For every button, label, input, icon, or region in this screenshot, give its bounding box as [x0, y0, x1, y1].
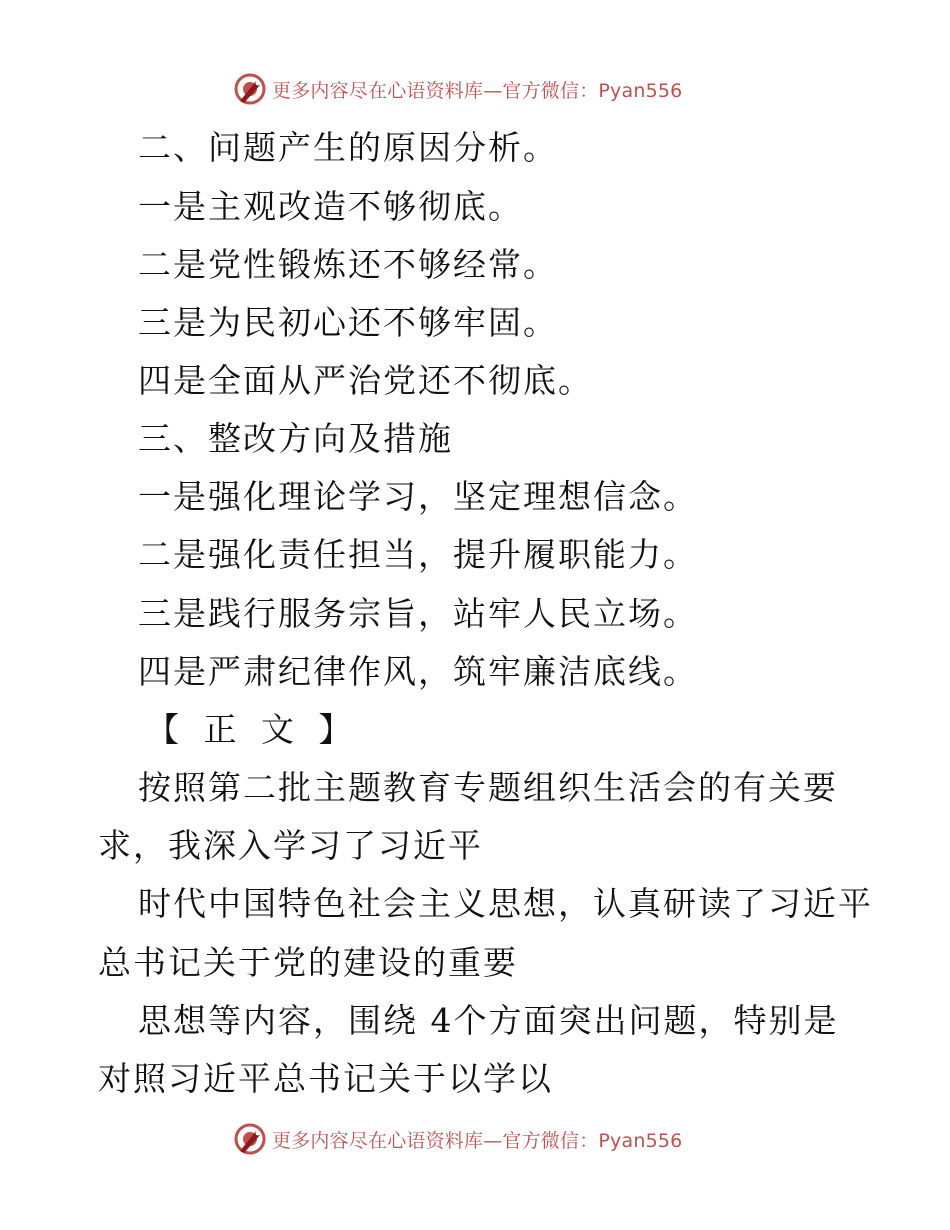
body-line-5: 思想等内容，围绕 4个方面突出问题，特别是 [138, 1001, 839, 1040]
cause-item-2: 二是党性锻炼还不够经常。 [138, 245, 558, 284]
body-line-1: 按照第二批主题教育专题组织生活会的有关要 [138, 768, 838, 807]
header-watermark-banner [234, 72, 682, 106]
cause-item-4: 四是全面从严治党还不彻底。 [138, 361, 593, 400]
body-line-6: 对照习近平总书记关于以学以 [98, 1059, 553, 1098]
section-two-heading: 二、问题产生的原因分析。 [138, 128, 558, 167]
footer-watermark-banner [234, 1122, 682, 1156]
measure-item-2: 二是强化责任担当，提升履职能力。 [138, 535, 698, 574]
cause-item-3: 三是为民初心还不够牢固。 [138, 303, 558, 342]
body-line-3: 时代中国特色社会主义思想，认真研读了习近平 [138, 884, 873, 923]
body-heading: 【 正 文 】 [146, 710, 352, 749]
pen-logo-icon [234, 73, 266, 105]
cause-item-1: 一是主观改造不够彻底。 [138, 187, 523, 226]
measure-item-4: 四是严肃纪律作风，筑牢廉洁底线。 [138, 652, 698, 691]
pen-logo-icon [234, 1123, 266, 1155]
header-watermark-text: 更多内容尽在心语资料库—官方微信：Pyan556 [272, 79, 683, 102]
measure-item-3: 三是践行服务宗旨，站牢人民立场。 [138, 594, 698, 633]
measure-item-1: 一是强化理论学习，坚定理想信念。 [138, 477, 698, 516]
footer-watermark-text: 更多内容尽在心语资料库—官方微信：Pyan556 [272, 1129, 683, 1152]
body-line-2: 求，我深入学习了习近平 [98, 826, 483, 865]
body-line-4: 总书记关于党的建设的重要 [98, 943, 518, 982]
section-three-heading: 三、整改方向及措施 [138, 419, 453, 458]
